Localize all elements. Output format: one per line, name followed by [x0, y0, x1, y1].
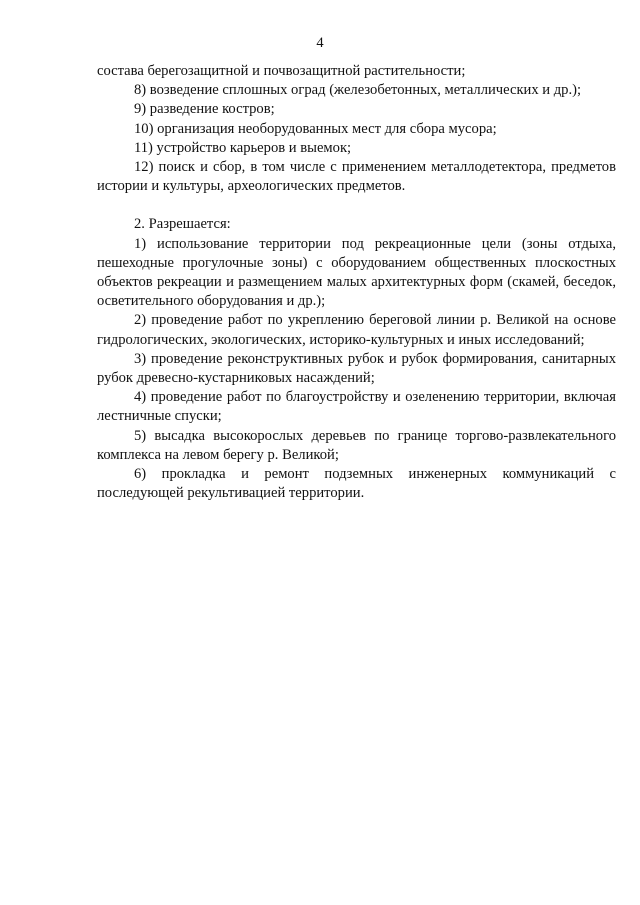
page-number: 4	[316, 35, 324, 51]
prohibited-item-11: 11) устройство карьеров и выемок;	[134, 139, 352, 156]
allowed-item-3: 3) проведение реконструктивных рубок и рубок формирования, санитарных рубок древесно-кустарниковых насаждений;	[97, 350, 616, 387]
section-spacer	[97, 196, 616, 215]
allowed-item-5: 5) высадка высокорослых деревьев по границе торгово-развлекательного комплекса на левом берегу р. Великой;	[97, 427, 616, 463]
prohibited-item-7-continuation: состава берегозащитной и почвозащитной растительности;	[97, 63, 466, 79]
allowed-item-1: 1) использование территории под рекреационные цели (зоны отдыха, пешеходные прогулочные зоны) с оборудованием общественных плоскостных объектов рекреации и размещением малых архитектурных форм (скамей, беседок, осветительного оборудования и др.);	[97, 235, 616, 310]
document-body	[97, 62, 616, 503]
allowed-item-6: 6) прокладка и ремонт подземных инженерных коммуникаций с последующей рекультивацией территории.	[97, 466, 616, 502]
prohibited-item-12: 12) поиск и сбор, в том числе с применением металлодетектора, предметов истории и культуры, археологических предметов.	[97, 159, 616, 195]
allowed-item-2: 2) проведение работ по укреплению береговой линии р. Великой на основе гидрологических, экологических, историко-культурных и иных исследований;	[97, 312, 616, 348]
allowed-item-4: 4) проведение работ по благоустройству и озеленению территории, включая лестничные спуски;	[97, 389, 616, 425]
prohibited-item-10: 10) организация необорудованных мест для сбора мусора;	[134, 120, 497, 137]
prohibited-item-8: 8) возведение сплошных оград (железобетонных, металлических и др.);	[134, 82, 582, 99]
allowed-heading: 2. Разрешается:	[134, 216, 231, 233]
prohibited-item-9: 9) разведение костров;	[134, 101, 275, 118]
